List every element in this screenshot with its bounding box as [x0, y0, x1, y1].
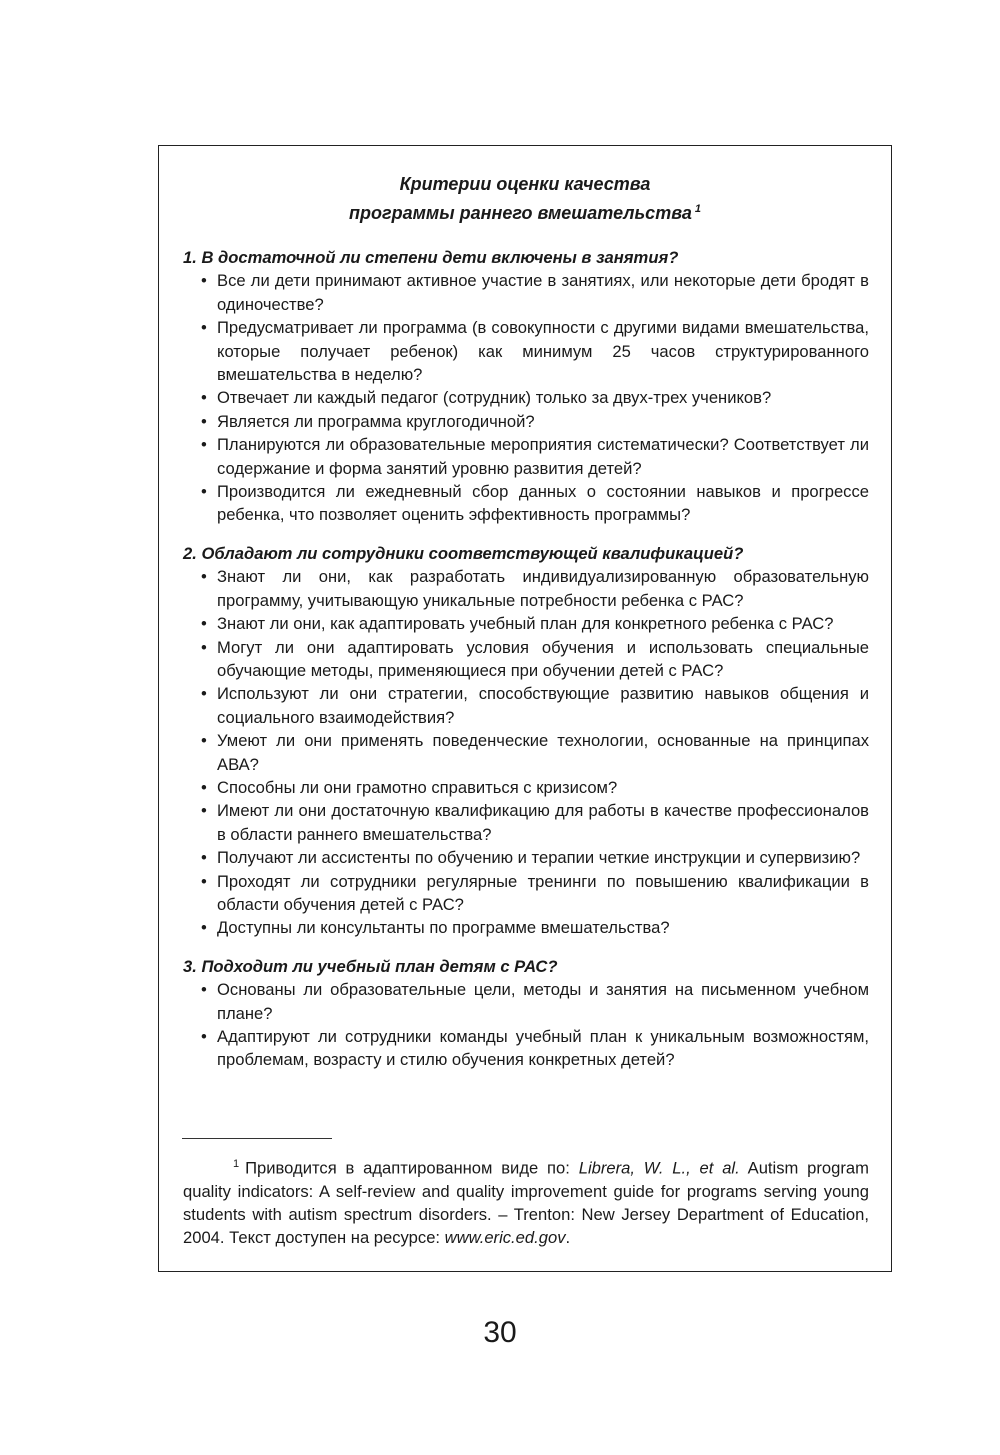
criteria-item: • Адаптируют ли сотрудники команды учебный план к уникальным возможностям, проблемам, возрасту и стилю обучения конкретных детей? — [217, 1025, 869, 1072]
criteria-item: • Предусматривает ли программа (в совокупности с другими видами вмешательства, которые получает ребенок) как минимум 25 часов структурированного вмешательства в неделю? — [217, 316, 869, 386]
criteria-item: • Могут ли они адаптировать условия обучения и использовать специальные обучающие методы, применяющиеся при обучении детей с РАС? — [217, 636, 869, 683]
title-footnote-ref: 1 — [694, 203, 701, 215]
criteria-item: • Используют ли они стратегии, способствующие развитию навыков общения и социального взаимодействия? — [217, 682, 869, 729]
title-line-2: программы раннего вмешательства $^1$ — [349, 203, 701, 223]
criteria-section — [183, 955, 869, 1072]
footnote-url: www.eric.ed.gov — [444, 1227, 566, 1247]
criteria-item: • Основаны ли образовательные цели, методы и занятия на письменном учебном плане? — [217, 978, 869, 1025]
criteria-item: • Проходят ли сотрудники регулярные тренинги по повышению квалификации в области обучения детей с РАС? — [217, 870, 869, 917]
criteria-section — [183, 542, 869, 940]
criteria-item: • Получают ли ассистенты по обучению и терапии четкие инструкции и супервизию? — [217, 846, 869, 869]
section-heading: 2. Обладают ли сотрудники соответствующей квалификацией? — [183, 543, 744, 563]
criteria-item: • Планируются ли образовательные мероприятия систематически? Соответствует ли содержание и форма занятий уровню развития детей? — [217, 433, 869, 480]
page-number: 30 — [483, 1316, 517, 1349]
criteria-content — [183, 246, 869, 1072]
criteria-list — [183, 978, 869, 1072]
criteria-item: • Знают ли они, как разработать индивидуализированную образовательную программу, учитывающую уникальные потребности ребенка с РАС? — [217, 565, 869, 612]
footnote-divider — [182, 1138, 332, 1139]
criteria-box — [158, 145, 892, 1272]
criteria-item: • Доступны ли консультанты по программе вмешательства? — [217, 916, 869, 939]
criteria-item: • Способны ли они грамотно справиться с кризисом? — [217, 776, 869, 799]
section-heading: 3. Подходит ли учебный план детям с РАС? — [183, 956, 558, 976]
criteria-list — [183, 269, 869, 526]
criteria-item: • Умеют ли они применять поведенческие технологии, основанные на принципах АВА? — [217, 729, 869, 776]
section-heading: 1. В достаточной ли степени дети включены в занятия? — [183, 248, 679, 267]
footnote-authors: Librera, W. L., et al. — [578, 1158, 740, 1178]
criteria-item: • Производится ли ежедневный сбор данных о состоянии навыков и прогрессе ребенка, что позволяет оценить эффективность программы? — [217, 480, 869, 527]
criteria-section — [183, 246, 869, 527]
criteria-item: • Является ли программа круглогодичной? — [217, 410, 869, 433]
criteria-item: • Имеют ли они достаточную квалификацию для работы в качестве профессионалов в области раннего вмешательства? — [217, 799, 869, 846]
footnote-mark: 1 — [233, 1158, 240, 1170]
criteria-item: • Знают ли они, как адаптировать учебный план для конкретного ребенка с РАС? — [217, 612, 869, 635]
criteria-list — [183, 565, 869, 940]
criteria-item: • Все ли дети принимают активное участие в занятиях, или некоторые дети бродят в одиночестве? — [217, 269, 869, 316]
box-title — [159, 172, 891, 226]
title-line-1: Критерии оценки качества — [399, 174, 651, 194]
footnote: $^1$ Приводится в адаптированном виде по: Librera, W. L., et al. Autism program quality indicators: A self-review and quality improvement guide for programs serving young students with autism spectrum disorders. – Trenton: New Jersey Department of Education, 2004. Текст доступен на ресурсе: www.eric.ed.gov. — [183, 1158, 869, 1247]
criteria-item: • Отвечает ли каждый педагог (сотрудник) только за двух-трех учеников? — [217, 386, 869, 409]
